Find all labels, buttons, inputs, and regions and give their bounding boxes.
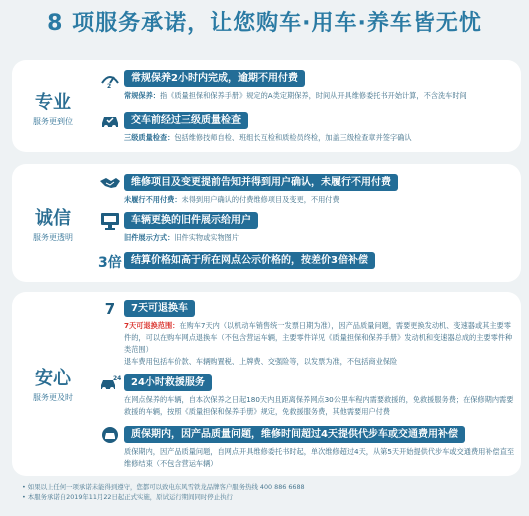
promise-description: 常规保养：指《质量担保和保养手册》规定的A类定期保养，时间从开具维修委托书开始计算，不含洗车时间	[124, 91, 467, 100]
promise-item	[98, 68, 515, 108]
promise-headline: 7天可退换车	[124, 300, 195, 317]
footer-notes	[22, 482, 305, 502]
promise-description: 7天可退换范围：在购车7天内（以机动车销售统一发票日期为准），因产品质量问题，需要更换发动机、变速器或其主要零件的，可以在购车网点退换车（不包含营运车辆，主要零件详见《质量担保和保养手册》发动机和变速器总成的主要零件种类范围） 退车费用包括车价款、车辆购置税、上牌费、交强险等，以发票为准，不包括商业保险	[124, 321, 513, 366]
promise-item	[98, 110, 515, 150]
car-check-icon	[98, 110, 122, 132]
promise-item	[98, 210, 515, 246]
footer-note: • 本服务承诺自2019年11月22日起正式实施，原试运行期间同时停止执行	[22, 493, 233, 501]
seven-day-icon: 7	[104, 300, 116, 318]
promise-item	[98, 424, 515, 472]
section-label	[12, 368, 94, 403]
promise-headline: 维修项目及变更提前告知并得到用户确认，未履行不用付费	[124, 174, 398, 191]
promise-description: 未履行不用付费：未得到用户确认的付费维修项目及变更，不用付费	[124, 195, 340, 204]
section-subtitle: 服务更及时	[33, 393, 73, 402]
section-subtitle: 服务更透明	[33, 233, 73, 242]
section-integrity	[12, 164, 521, 282]
section-reassurance	[12, 292, 521, 476]
promise-headline: 24小时救援服务	[124, 374, 212, 391]
triple-compensation-badge: 3倍	[98, 255, 122, 271]
promise-description: 质保期内，因产品质量问题，自网点开具维修委托书时起，单次维修超过4天，从第5天开始提供代步车或交通费用补偿直至维修结束（不包含营运车辆）	[124, 447, 515, 468]
section-name: 安心	[35, 368, 71, 389]
clock-2h-icon	[98, 68, 122, 90]
promise-description: 三级质量检查：包括维修技师自检、班组长互检和质检员终检，加盖三级检查章并签字确认	[124, 133, 412, 142]
promise-headline: 车辆更换的旧件展示给用户	[124, 212, 258, 229]
courtesy-car-icon	[98, 424, 122, 446]
monitor-icon	[98, 210, 122, 232]
promise-description: 旧件展示方式：旧件实物或实物图片	[124, 233, 240, 242]
section-name: 专业	[35, 92, 71, 113]
svg-text:2: 2	[107, 83, 112, 89]
promise-item	[98, 172, 515, 208]
section-name: 诚信	[35, 208, 71, 229]
footer-note: • 如果以上任何一项承诺未能得到遵守，您都可以致电东风雪铁龙品牌客户服务热线 400 886 6688	[22, 483, 305, 491]
promise-description: 在网点保养的车辆，自本次保养之日起180天内且距离保养网点30公里车程内需要救援的，免救援服务费；在保修期内需要救援的车辆，按照《质量担保和保养手册》规定，免救援服务费，其他需要用户付费	[124, 395, 514, 416]
handshake-icon	[98, 172, 122, 194]
promise-headline: 结算价格如高于所在网点公示价格的，按差价3倍补偿	[124, 252, 375, 269]
rescue-24h-icon	[98, 372, 122, 394]
promise-item	[98, 250, 515, 274]
section-subtitle: 服务更到位	[33, 117, 73, 126]
promise-headline: 交车前经过三级质量检查	[124, 112, 248, 129]
promise-item	[98, 298, 515, 368]
page-title: 8 项服务承诺，让您购车·用车·养车皆无忧	[47, 11, 482, 36]
section-professional	[12, 60, 521, 152]
svg-text:24: 24	[113, 375, 121, 382]
section-label	[12, 208, 94, 243]
section-label	[12, 92, 94, 127]
promise-headline: 质保期内，因产品质量问题，维修时间超过4天提供代步车或交通费用补偿	[124, 426, 465, 443]
promise-item	[98, 372, 515, 420]
promise-headline: 常规保养2小时内完成，逾期不用付费	[124, 70, 305, 87]
